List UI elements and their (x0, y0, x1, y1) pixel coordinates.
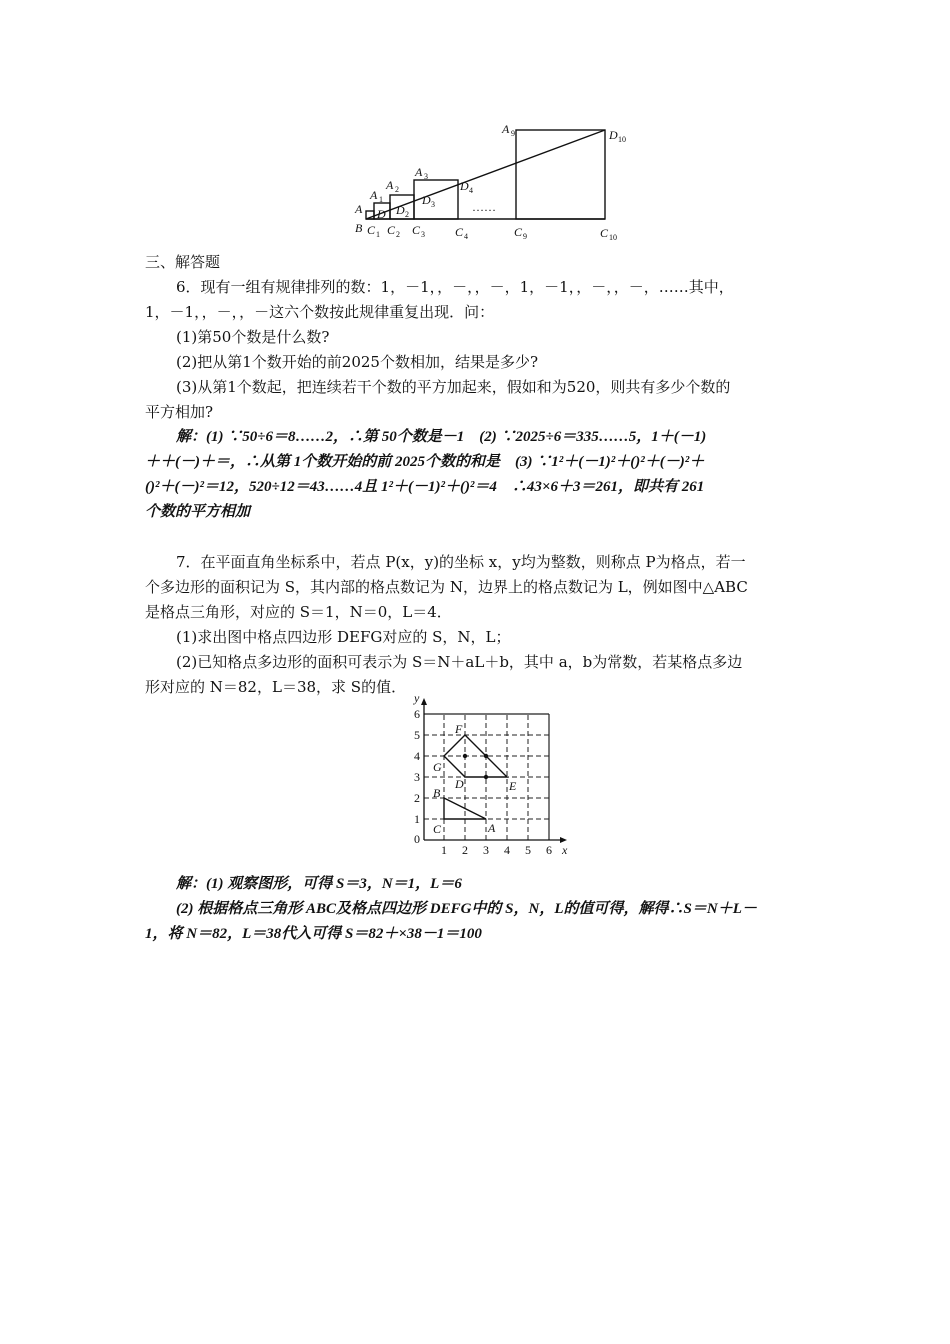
svg-text:2: 2 (405, 210, 409, 219)
point-A-label: A (488, 821, 496, 835)
ellipsis: …… (472, 200, 496, 214)
svg-text:9: 9 (511, 129, 515, 138)
point-B-label: B (433, 786, 441, 800)
lattice-grid-figure (400, 690, 600, 860)
svg-text:9: 9 (523, 232, 527, 241)
svg-text:2: 2 (396, 230, 400, 239)
q7-answer2: (2) 根据格点三角形 ABC及格点四边形 DEFG中的 S，N，L的值可得，解得∴S＝N＋L－ (176, 901, 757, 917)
q6-answer1: 解：(1) ∵50÷6＝8……2，∴第 50个数是－1 (2) ∵2025÷6＝335……5，1＋(－1) (176, 429, 707, 445)
x-tick: 4 (504, 843, 510, 857)
svg-text:2: 2 (395, 185, 399, 194)
x-axis-label: x (562, 843, 568, 857)
svg-text:4: 4 (464, 232, 468, 241)
section-title: 三、解答题 (145, 253, 221, 271)
label-D: D (377, 207, 386, 221)
q6-part3b: 平方相加? (145, 403, 214, 421)
q6-part2: (2)把从第1个数开始的前2025个数相加，结果是多少? (176, 353, 539, 371)
q7-line1: 7．在平面直角坐标系中，若点 P(x，y)的坐标 x，y均为整数，则称点 P为格点，若一 (176, 553, 746, 571)
x-tick: 2 (462, 843, 468, 857)
svg-text:3: 3 (431, 200, 435, 209)
square-labels (354, 122, 626, 242)
label-D10: D (609, 128, 618, 142)
q7-line2: 个多边形的面积记为 S，其内部的格点数记为 N，边界上的格点数记为 L，例如图中△ABC (145, 578, 748, 596)
svg-text:3: 3 (421, 230, 425, 239)
q7-part2b: 形对应的 N＝82，L＝38，求 S的值． (145, 678, 407, 696)
y-tick: 3 (414, 770, 420, 784)
label-D4: D (460, 179, 469, 193)
q7-part1: (1)求出图中格点四边形 DEFG对应的 S，N，L； (176, 628, 511, 646)
y-tick: 2 (414, 791, 420, 805)
svg-text:10: 10 (618, 135, 626, 144)
interior-points (463, 754, 488, 779)
svg-text:10: 10 (609, 233, 617, 242)
point-D-label: D (455, 777, 464, 791)
q6-part3a: (3)从第1个数起，把连续若干个数的平方加起来，假如和为520，则共有多少个数的 (176, 378, 731, 396)
label-D3: D (422, 193, 431, 207)
point-G-label: G (433, 760, 442, 774)
q6-answer3: ()²＋(－)²＝12，520÷12＝43……4且 1²＋(－1)²＋()²＝4 ∴43×6＋3＝261，即共有 261 (145, 479, 705, 495)
q6-part1: (1)第50个数是什么数? (176, 328, 330, 346)
label-C4: C (455, 225, 464, 239)
svg-text:3: 3 (424, 172, 428, 181)
q7-answer3: 1，将 N＝82，L＝38代入可得 S＝82＋×38－1＝100 (145, 926, 482, 942)
label-D2: D (396, 203, 405, 217)
label-C1: C (367, 223, 376, 237)
x-tick: 6 (546, 843, 552, 857)
x-tick: 1 (441, 843, 447, 857)
y-tick: 6 (414, 707, 420, 721)
y-tick: 4 (414, 749, 420, 763)
label-A: A (355, 202, 363, 216)
label-A3: A (415, 165, 423, 179)
label-A2: A (386, 178, 394, 192)
q6-answer2: ＋＋(－)＋＝，∴从第 1个数开始的前 2025个数的和是 (3) ∵1²＋(－1)²＋()²＋(－)²＋ (145, 454, 705, 470)
point-C-label: C (433, 822, 442, 836)
label-C9: C (514, 225, 523, 239)
q7-answer1: 解：(1) 观察图形，可得 S＝3，N＝1，L＝6 (176, 876, 462, 892)
label-C10: C (600, 226, 609, 240)
label-C2: C (387, 223, 396, 237)
svg-text:1: 1 (376, 230, 380, 239)
y-axis-label: y (414, 691, 420, 705)
y-tick: 1 (414, 812, 420, 826)
q6-line2: 1，－1，，－，，－这六个数按此规律重复出现．问： (145, 303, 495, 321)
q6-line1: 6．现有一组有规律排列的数：1，－1，，－，，－，1，－1，，－，，－，……其中， (176, 278, 734, 296)
x-tick: 5 (525, 843, 531, 857)
q7-line3: 是格点三角形，对应的 S＝1，N＝0，L＝4． (145, 603, 452, 621)
q6-answer4: 个数的平方相加 (145, 504, 251, 520)
label-B: B (355, 221, 363, 235)
svg-text:4: 4 (469, 186, 473, 195)
y-tick: 5 (414, 728, 420, 742)
label-A9: A (502, 122, 510, 136)
squares-figure (0, 0, 950, 250)
origin-label: 0 (414, 832, 420, 846)
shapes (444, 735, 507, 819)
svg-text:1: 1 (379, 195, 383, 204)
q7-part2a: (2)已知格点多边形的面积可表示为 S＝N＋aL＋b，其中 a，b为常数，若某格点多边 (176, 653, 743, 671)
label-A1: A (370, 188, 378, 202)
point-F-label: F (455, 722, 463, 736)
label-C3: C (412, 223, 421, 237)
point-E-label: E (509, 779, 517, 793)
x-tick: 3 (483, 843, 489, 857)
